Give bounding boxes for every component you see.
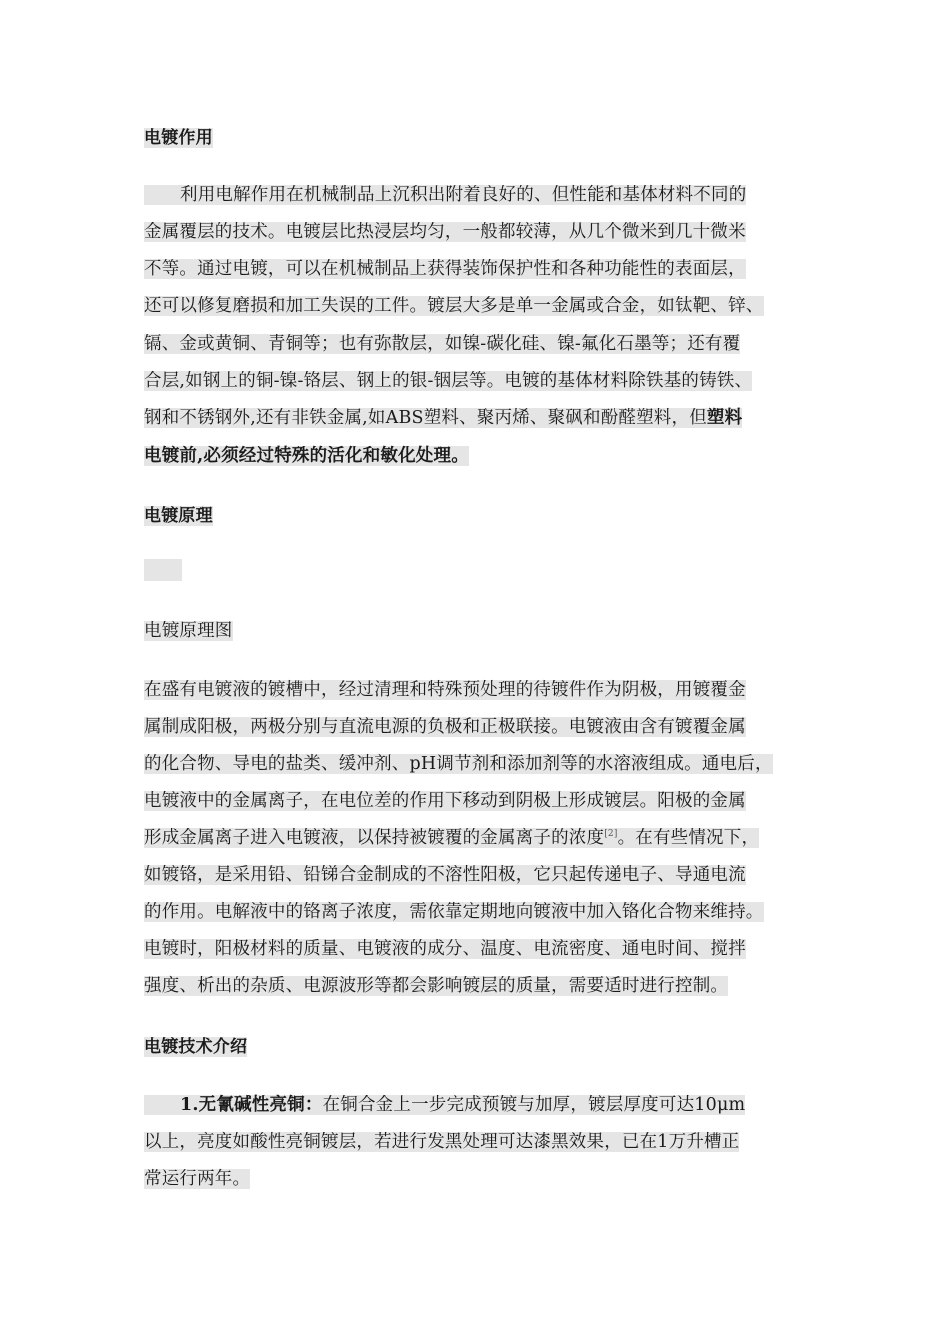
paragraph-line: 属制成阳极，两极分别与直流电源的负极和正极联接。电镀液由含有镀覆金属 <box>144 717 746 737</box>
section-heading-electroplating-principle: 电镀原理 <box>144 506 213 526</box>
paragraph-line: 电镀液中的金属离子，在电位差的作用下移动到阴极上形成镀层。阳极的金属 <box>144 791 746 811</box>
paragraph-line: 不等。通过电镀，可以在机械制品上获得装饰保护性和各种功能性的表面层， <box>144 259 746 279</box>
paragraph-line: 利用电解作用在机械制品上沉积出附着良好的、但性能和基体材料不同的 <box>144 182 746 209</box>
list-item-label: 1.无氰碱性亮铜： <box>180 1095 323 1115</box>
paragraph-line: 电镀时，阳极材料的质量、电镀液的成分、温度、电流密度、通电时间、搅拌 <box>144 939 746 959</box>
paragraph-line: 强度、析出的杂质、电源波形等都会影响镀层的质量，需要适时进行控制。 <box>144 976 729 996</box>
paragraph-line: 的作用。电解液中的铬离子浓度，需依靠定期地向镀液中加入铬化合物来维持。 <box>144 902 764 922</box>
paragraph-line: 钢和不锈钢外,还有非铁金属,如ABS塑料、聚丙烯、聚砜和酚醛塑料，但塑料 <box>144 408 743 428</box>
paragraph-line: 在盛有电镀液的镀槽中，经过清理和特殊预处理的待镀件作为阴极，用镀覆金 <box>144 680 746 700</box>
paragraph-line: 的化合物、导电的盐类、缓冲剂、pH调节剂和添加剂等的水溶液组成。通电后， <box>144 754 773 774</box>
diagram-image-placeholder <box>144 559 182 581</box>
section-heading-electroplating-technology: 电镀技术介绍 <box>144 1037 248 1057</box>
list-item-line: 以上，亮度如酸性亮铜镀层，若进行发黑处理可达漆黑效果，已在1万升槽正 <box>144 1132 740 1152</box>
paragraph-line: 形成金属离子进入电镀液，以保持被镀覆的金属离子的浓度[2]。在有些情况下， <box>144 828 760 848</box>
paragraph-line: 还可以修复磨损和加工失误的工件。镀层大多是单一金属或合金，如钛靶、锌、 <box>144 296 764 316</box>
section-heading-electroplating-function: 电镀作用 <box>144 128 213 148</box>
paragraph-line: 镉、金或黄铜、青铜等；也有弥散层，如镍-碳化硅、镍-氟化石墨等；还有覆 <box>144 334 741 354</box>
paragraph-line-bold: 电镀前,必须经过特殊的活化和敏化处理。 <box>144 446 469 466</box>
list-item-line: 常运行两年。 <box>144 1169 251 1189</box>
reference-marker[interactable]: [2] <box>604 829 618 840</box>
paragraph-line: 如镀铬，是采用铅、铅锑合金制成的不溶性阳极，它只起传递电子、导通电流 <box>144 865 746 885</box>
list-item-line: 1.无氰碱性亮铜：在铜合金上一步完成预镀与加厚，镀层厚度可达10μm <box>144 1092 745 1119</box>
figure-caption: 电镀原理图 <box>144 621 233 641</box>
paragraph-line: 合层,如钢上的铜-镍-铬层、钢上的银-铟层等。电镀的基体材料除铁基的铸铁、 <box>144 371 753 391</box>
paragraph-line: 金属覆层的技术。电镀层比热浸层均匀，一般都较薄，从几个微米到几十微米 <box>144 222 746 242</box>
